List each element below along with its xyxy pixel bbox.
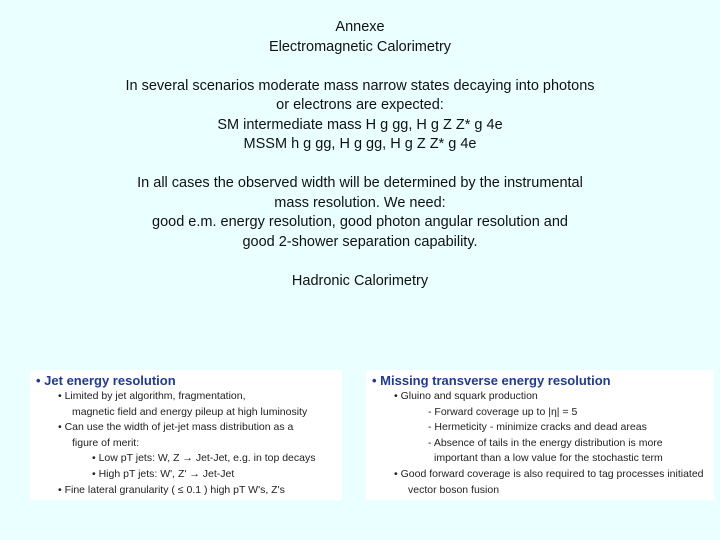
paragraph2-line: good 2-shower separation capability.	[242, 233, 478, 250]
paragraph1-line: SM intermediate mass H g gg, H g Z Z* g 4e	[217, 116, 503, 133]
paragraph2-line: mass resolution. We need:	[274, 194, 446, 211]
bullet-line: - Absence of tails in the energy distribution is more	[428, 436, 663, 449]
annexe-title: Annexe	[335, 19, 385, 35]
bullet-line: - Forward coverage up to |η| = 5	[428, 405, 578, 418]
em-calorimetry-heading: Electromagnetic Calorimetry	[268, 38, 452, 55]
paragraph1-line: MSSM h g gg, H g gg, H g Z Z* g 4e	[243, 136, 477, 152]
bullet-line: • Low pT jets: W, Z → Jet-Jet, e.g. in top decays	[92, 452, 316, 465]
panel-title: • Jet energy resolution	[36, 373, 176, 388]
bullet-line: • Limited by jet algorithm, fragmentation,	[58, 390, 246, 402]
bullet-line: figure of merit:	[72, 436, 140, 449]
bullet-line: - Hermeticity - minimize cracks and dead areas	[428, 421, 647, 434]
paragraph1-line: In several scenarios moderate mass narrow states decaying into photons	[125, 77, 595, 94]
missing-et-panel	[366, 370, 714, 500]
bullet-line: important than a low value for the stochastic term	[434, 452, 663, 465]
hadronic-calorimetry-heading: Hadronic Calorimetry	[291, 272, 429, 289]
paragraph2-line: good e.m. energy resolution, good photon angular resolution and	[152, 214, 568, 230]
bullet-line: vector boson fusion	[408, 483, 500, 496]
panel-title: • Missing transverse energy resolution	[372, 373, 611, 388]
bullet-line: • Fine lateral granularity ( ≤ 0.1 ) high pT W's, Z's	[58, 483, 285, 496]
bullet-line: • High pT jets: W', Z' → Jet-Jet	[92, 467, 235, 480]
slide-text	[0, 18, 720, 291]
bullet-line: • Gluino and squark production	[394, 390, 538, 402]
bullet-line: • Can use the width of jet-jet mass distribution as a	[58, 421, 294, 434]
bullet-line: magnetic field and energy pileup at high luminosity	[72, 405, 308, 418]
bullet-line: • Good forward coverage is also required to tag processes initiated	[394, 467, 704, 480]
paragraph1-line: or electrons are expected:	[276, 97, 444, 113]
paragraph2-line: In all cases the observed width will be determined by the instrumental	[137, 175, 583, 191]
jet-energy-panel	[30, 370, 342, 500]
